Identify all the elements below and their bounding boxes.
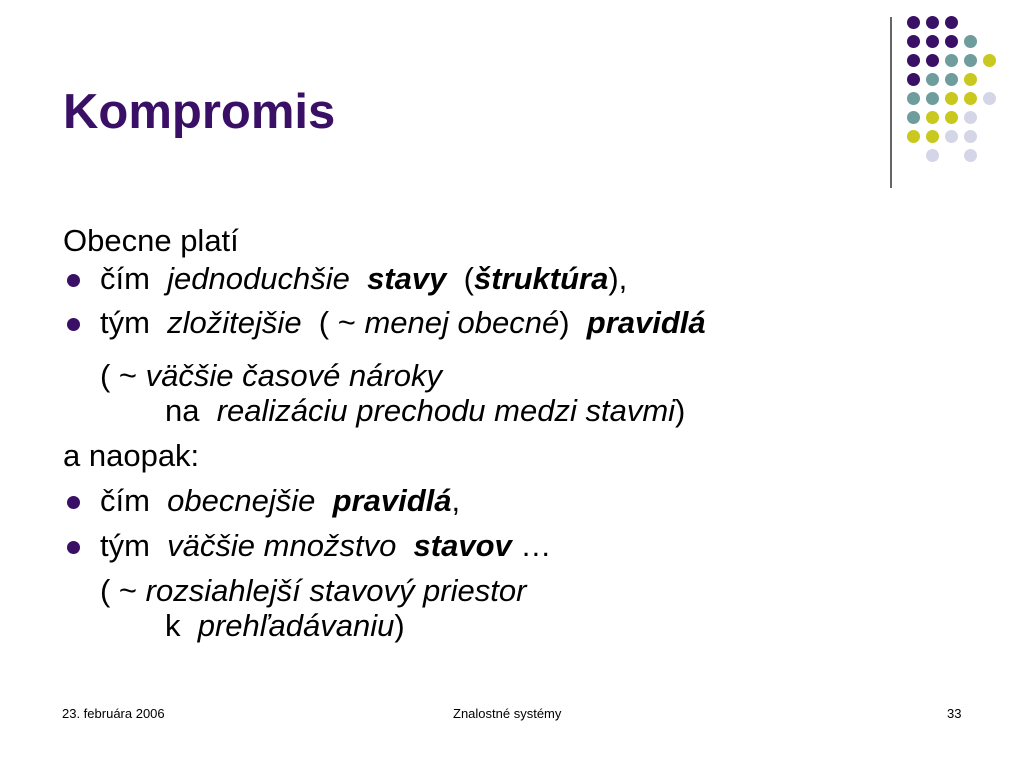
decorative-dot [907, 73, 920, 86]
word-italic: menej obecné [364, 305, 560, 340]
decorative-dot [983, 92, 996, 105]
decorative-dot [964, 73, 977, 86]
footer-page-number: 33 [947, 706, 962, 721]
decorative-dot [945, 111, 958, 124]
decorative-dot [907, 35, 920, 48]
decorative-dot [926, 149, 939, 162]
bullet-dot [67, 274, 80, 287]
decorative-dot [964, 92, 977, 105]
intro-line [63, 223, 239, 258]
ellipsis: … [520, 528, 552, 563]
decorative-dot [945, 130, 958, 143]
bullet-dot [67, 318, 80, 331]
decorative-dot [983, 54, 996, 67]
punct: ( [463, 261, 474, 296]
decorative-dot [926, 92, 939, 105]
punct: ( ~ [318, 305, 356, 340]
word-italic: jednoduchšie [167, 261, 350, 296]
punct: , [451, 483, 461, 518]
decorative-dot [945, 35, 958, 48]
punct: ( ~ [100, 573, 138, 608]
decorative-dot [907, 54, 920, 67]
bullet-dot [67, 541, 80, 554]
mid-text: a naopak: [63, 438, 200, 473]
decorative-dot-grid [907, 14, 1007, 164]
decorative-dot [907, 130, 920, 143]
note-row-1b [165, 393, 685, 428]
decorative-divider-line [890, 17, 892, 188]
decorative-dot [926, 35, 939, 48]
decorative-dot [926, 111, 939, 124]
note-row-2b [165, 608, 405, 643]
decorative-dot [907, 92, 920, 105]
word-bold-italic: stavov [413, 528, 512, 563]
slide-title: Kompromis [63, 85, 336, 139]
decorative-dot [964, 111, 977, 124]
word: na [165, 393, 200, 428]
punct: ( ~ [100, 358, 138, 393]
decorative-dot [964, 35, 977, 48]
decorative-dot [964, 149, 977, 162]
decorative-dot [964, 54, 977, 67]
bullet-text-3 [100, 483, 460, 518]
word-italic: obecnejšie [167, 483, 316, 518]
word-italic: prehľadávaniu [197, 608, 395, 643]
bullet-row-3 [63, 483, 461, 518]
word-italic: zložitejšie [167, 305, 302, 340]
word: k [165, 608, 181, 643]
word-italic: rozsiahlejší stavový priestor [145, 573, 527, 608]
bullet-row-1 [63, 261, 628, 296]
punct: ) [559, 305, 570, 340]
word: tým [100, 305, 150, 340]
bullet-text-2 [100, 305, 706, 340]
decorative-dot [907, 16, 920, 29]
punct: ), [608, 261, 628, 296]
punct: ) [394, 608, 405, 643]
word: tým [100, 528, 150, 563]
footer-date: 23. februára 2006 [62, 706, 165, 721]
punct: ) [675, 393, 686, 428]
decorative-dot [926, 130, 939, 143]
note-row-1 [100, 358, 442, 393]
word-bold-italic: stavy [367, 261, 447, 296]
decorative-dot [964, 130, 977, 143]
note-row-2 [100, 573, 526, 608]
decorative-dot [926, 16, 939, 29]
decorative-dot [926, 54, 939, 67]
word: čím [100, 483, 150, 518]
word-italic: väčšie časové nároky [145, 358, 443, 393]
word-bold-italic: pravidlá [332, 483, 452, 518]
mid-line [63, 438, 199, 473]
decorative-dot [945, 92, 958, 105]
word-bold-italic: štruktúra [473, 261, 609, 296]
intro-text: Obecne platí [63, 223, 239, 258]
bullet-dot [67, 496, 80, 509]
decorative-dot [945, 73, 958, 86]
bullet-text-4 [100, 528, 551, 563]
bullet-row-4 [63, 528, 552, 563]
word-italic: realizáciu prechodu medzi stavmi [216, 393, 676, 428]
decorative-dot [945, 54, 958, 67]
word: čím [100, 261, 150, 296]
decorative-dot [945, 16, 958, 29]
decorative-dot [907, 111, 920, 124]
footer-course: Znalostné systémy [453, 706, 562, 721]
bullet-row-2 [63, 305, 706, 340]
decorative-dot [926, 73, 939, 86]
word-italic: väčšie množstvo [167, 528, 397, 563]
bullet-text-1 [100, 261, 627, 296]
word-bold-italic: pravidlá [586, 305, 706, 340]
